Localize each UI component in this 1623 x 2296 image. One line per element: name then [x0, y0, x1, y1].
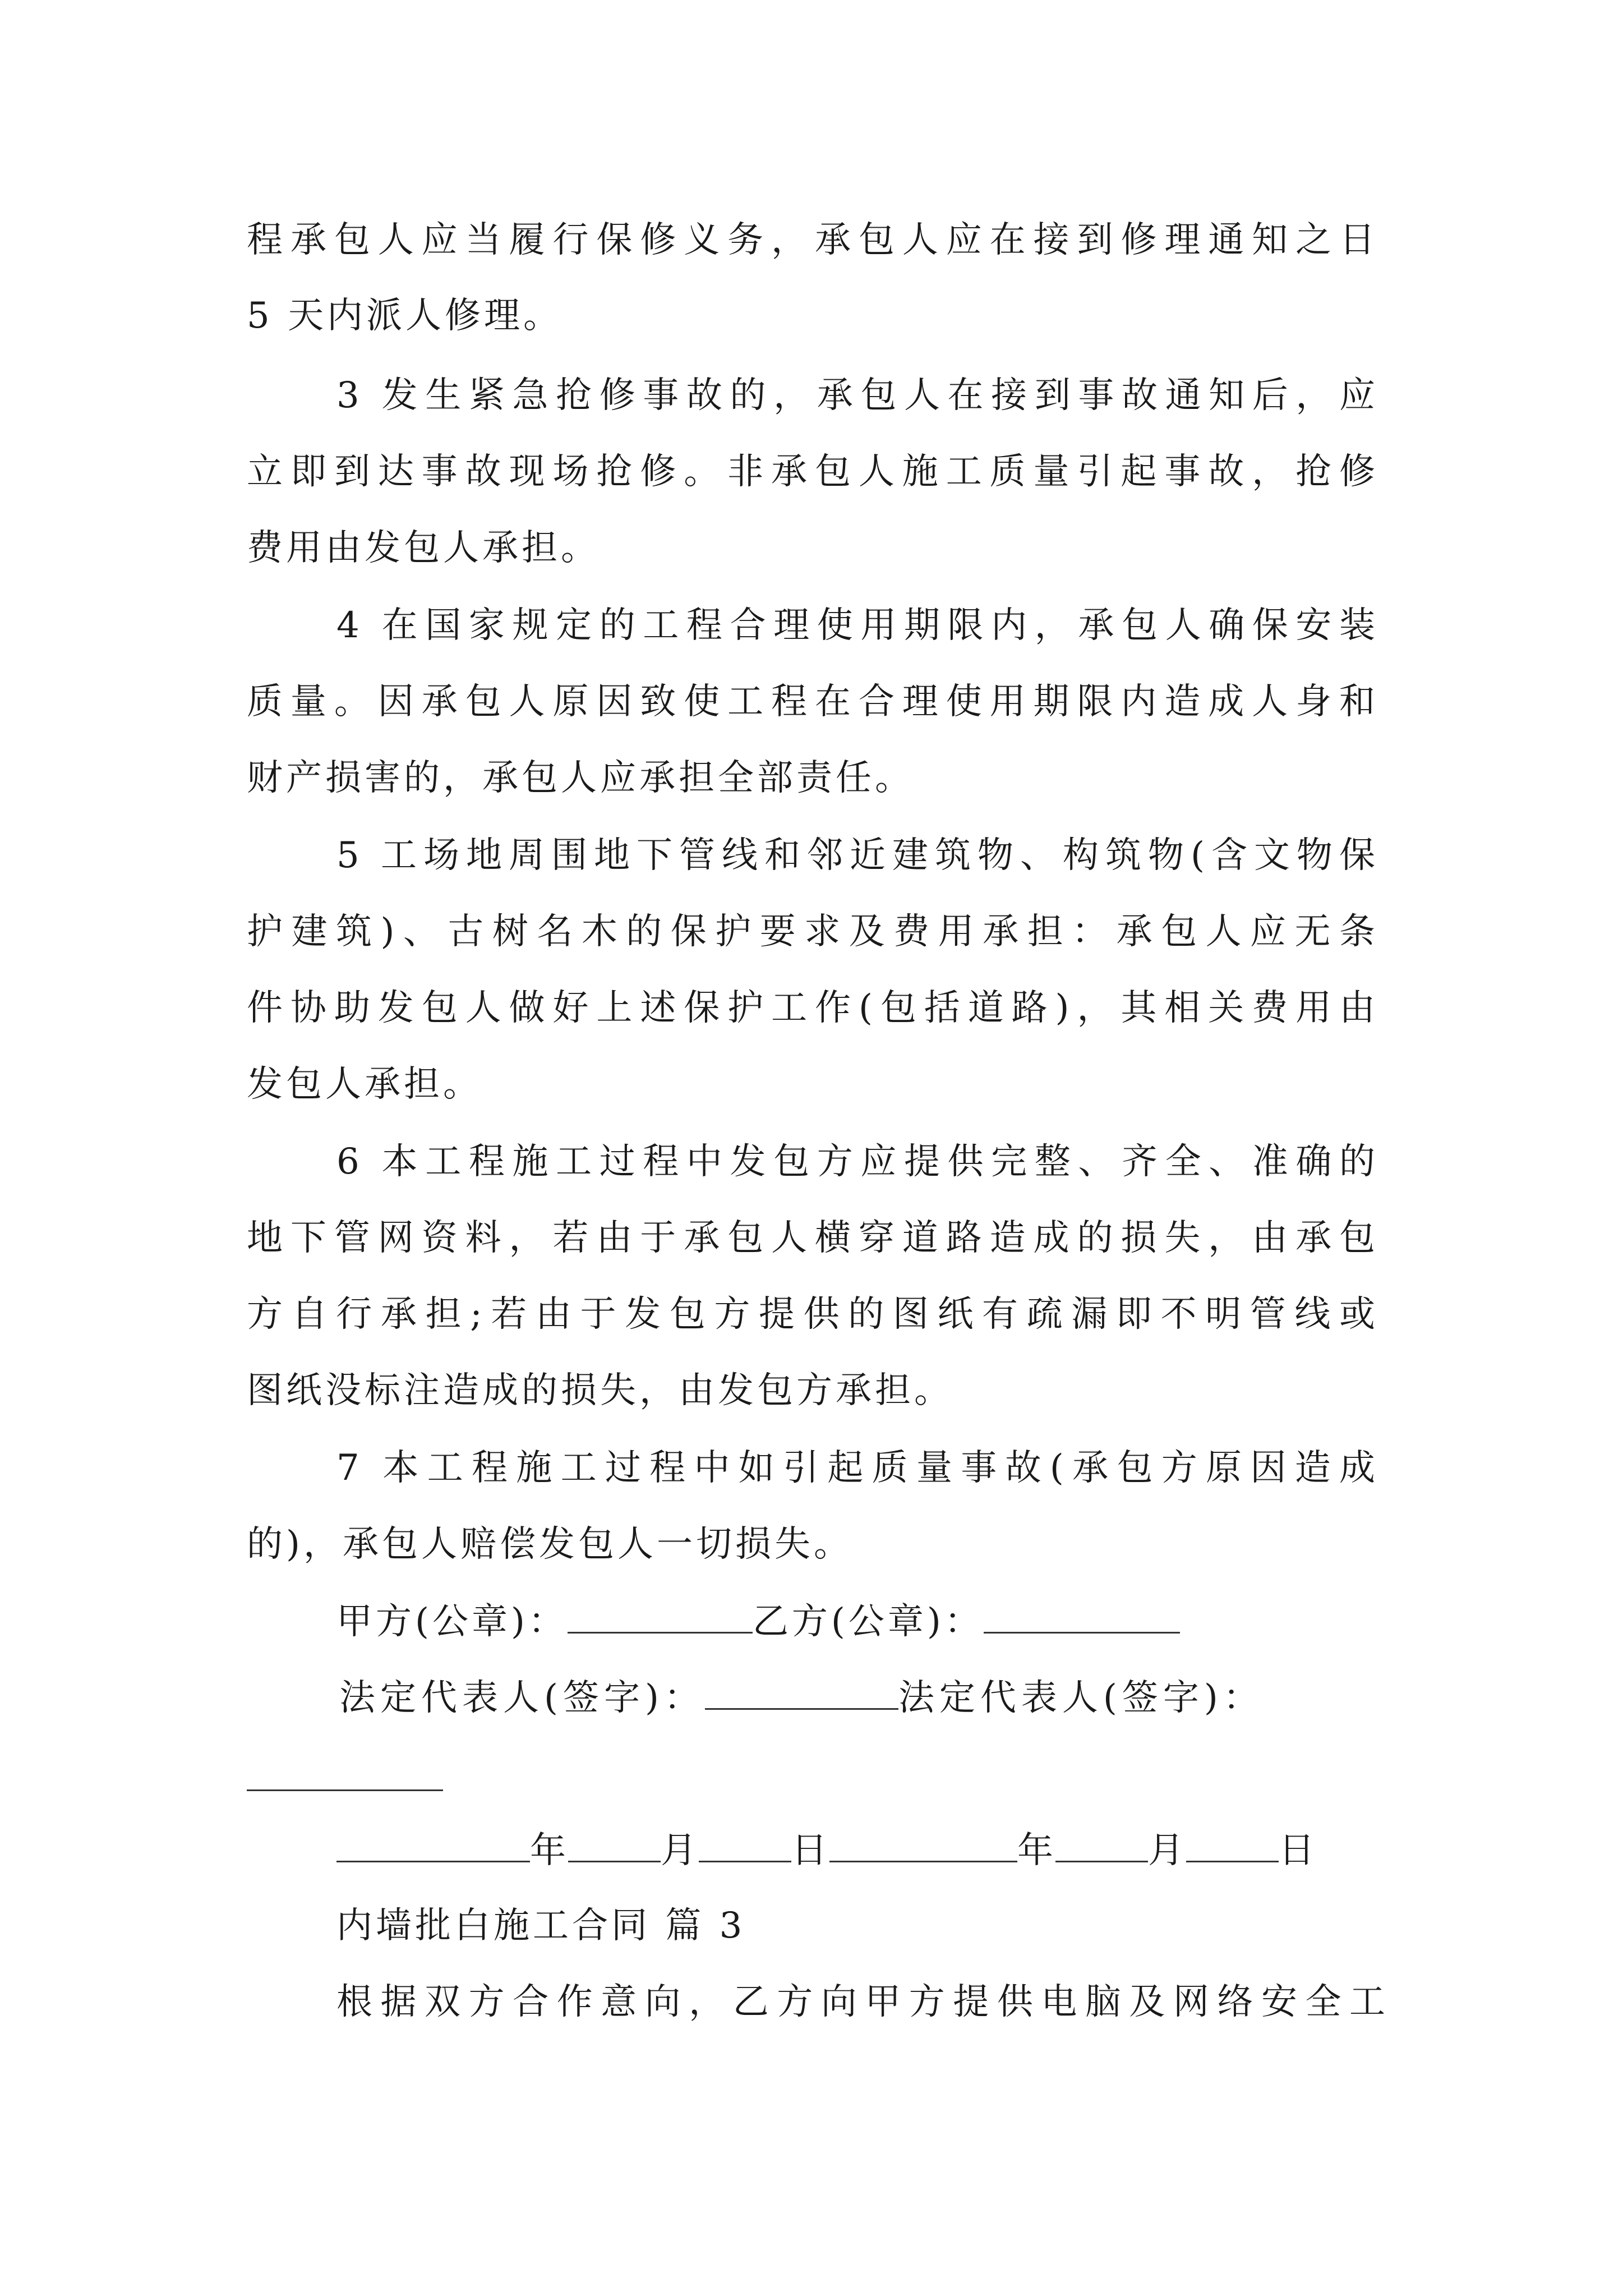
- year-label: 年: [1017, 1830, 1055, 1871]
- month-label: 月: [661, 1830, 699, 1871]
- rep-a-label: 法定代表人(签字)：: [339, 1677, 705, 1719]
- day-b-blank: [1186, 1826, 1279, 1862]
- signature-reps-line: [339, 1673, 1264, 1723]
- month-label: 月: [1148, 1830, 1186, 1871]
- paragraph-line: 件协助发包人做好上述保护工作(包括道路)，其相关费用由: [247, 987, 1378, 1029]
- paragraph-line: 5 天内派人修理。: [247, 295, 563, 337]
- rep-b-label: 法定代表人(签字)：: [898, 1677, 1264, 1719]
- section-title: 内墙批白施工合同 篇 3: [336, 1905, 746, 1947]
- paragraph-line: 财产损害的，承包人应承担全部责任。: [247, 757, 914, 799]
- paragraph-line: 费用由发包人承担。: [247, 527, 600, 569]
- date-line: [336, 1825, 1317, 1876]
- day-label: 日: [1279, 1830, 1317, 1871]
- paragraph-line: 护建筑)、古树名木的保护要求及费用承担：承包人应无条: [247, 911, 1378, 953]
- paragraph-line: 方自行承担;若由于发包方提供的图纸有疏漏即不明管线或: [247, 1294, 1378, 1335]
- party-a-label: 甲方(公章)：: [336, 1601, 568, 1642]
- signature-parties-line: [336, 1596, 1180, 1647]
- paragraph-line: 5 工场地周围地下管线和邻近建筑物、构筑物(含文物保: [336, 835, 1378, 876]
- paragraph-line: 地下管网资料，若由于承包人横穿道路造成的损失，由承包: [247, 1217, 1378, 1259]
- paragraph-line: 6 本工程施工过程中发包方应提供完整、齐全、准确的: [336, 1141, 1378, 1182]
- month-a-blank: [568, 1826, 661, 1862]
- rep-b-blank: [247, 1789, 443, 1791]
- paragraph-line: 立即到达事故现场抢修。非承包人施工质量引起事故，抢修: [247, 451, 1378, 493]
- year-b-blank: [829, 1826, 1017, 1862]
- paragraph-line: 4 在国家规定的工程合理使用期限内，承包人确保安装: [336, 605, 1378, 646]
- party-b-blank: [984, 1597, 1180, 1634]
- section-intro: 根据双方合作意向，乙方向甲方提供电脑及网络安全工: [336, 1981, 1389, 2023]
- paragraph-line: 程承包人应当履行保修义务，承包人应在接到修理通知之日: [247, 219, 1378, 261]
- paragraph-line: 发包人承担。: [247, 1064, 482, 1105]
- party-b-label: 乙方(公章)：: [752, 1601, 984, 1642]
- rep-a-blank: [705, 1673, 898, 1710]
- paragraph-line: 的)，承包人赔偿发包人一切损失。: [247, 1524, 853, 1565]
- paragraph-line: 3 发生紧急抢修事故的，承包人在接到事故通知后，应: [336, 375, 1378, 416]
- year-label: 年: [530, 1830, 568, 1871]
- party-a-blank: [568, 1597, 753, 1634]
- day-a-blank: [699, 1826, 791, 1862]
- paragraph-line: 图纸没标注造成的损失，由发包方承担。: [247, 1370, 953, 1411]
- paragraph-line: 质量。因承包人原因致使工程在合理使用期限内造成人身和: [247, 681, 1378, 723]
- month-b-blank: [1055, 1826, 1148, 1862]
- paragraph-line: 7 本工程施工过程中如引起质量事故(承包方原因造成: [336, 1447, 1378, 1489]
- day-label: 日: [791, 1830, 829, 1871]
- year-a-blank: [336, 1826, 530, 1862]
